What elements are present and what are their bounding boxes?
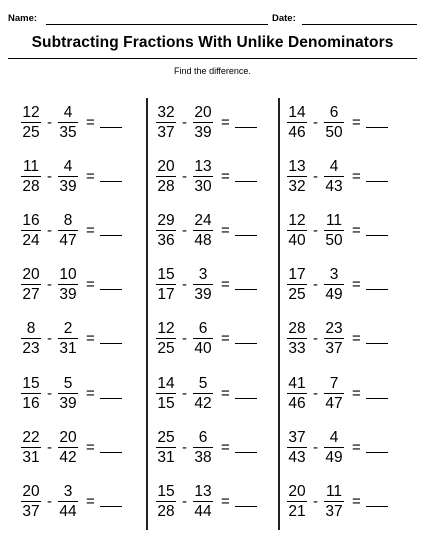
equals-sign: = [221, 492, 230, 510]
problem [21, 369, 122, 417]
fraction-bar [193, 393, 213, 394]
minuend-fraction [21, 483, 41, 520]
numerator: 14 [288, 103, 306, 121]
numerator: 25 [157, 428, 175, 446]
subtrahend-fraction [193, 212, 213, 249]
subtrahend-fraction [58, 104, 78, 141]
fraction-bar [58, 393, 78, 394]
answer-blank[interactable] [366, 127, 388, 128]
numerator: 5 [63, 374, 73, 392]
problem [21, 206, 122, 254]
answer-blank[interactable] [366, 289, 388, 290]
numerator: 28 [288, 320, 306, 338]
denominator: 39 [59, 177, 77, 195]
minuend-fraction [287, 320, 307, 357]
equals-sign: = [221, 438, 230, 456]
numerator: 8 [63, 211, 73, 229]
minuend-fraction [21, 429, 41, 466]
denominator: 39 [194, 286, 212, 304]
minuend-fraction [287, 429, 307, 466]
denominator: 31 [22, 448, 40, 466]
problem [287, 206, 388, 254]
fraction-bar [287, 501, 307, 502]
denominator: 38 [194, 448, 212, 466]
subtrahend-fraction [324, 429, 344, 466]
denominator: 37 [22, 502, 40, 520]
equals-sign: = [86, 384, 95, 402]
problem [287, 152, 388, 200]
fraction-bar [58, 447, 78, 448]
column-divider [278, 98, 280, 530]
equals-sign: = [221, 330, 230, 348]
fraction-bar [193, 122, 213, 123]
numerator: 11 [325, 482, 343, 500]
answer-blank[interactable] [100, 127, 122, 128]
numerator: 17 [288, 266, 306, 284]
numerator: 6 [329, 103, 339, 121]
problem [287, 261, 388, 309]
problem [156, 152, 257, 200]
fraction-bar [324, 338, 344, 339]
fraction-bar [21, 338, 41, 339]
fraction-bar [156, 176, 176, 177]
denominator: 39 [59, 286, 77, 304]
minuend-fraction [21, 158, 41, 195]
subtrahend-fraction [58, 266, 78, 303]
numerator: 11 [22, 157, 40, 175]
fraction-bar [324, 501, 344, 502]
denominator: 24 [22, 231, 40, 249]
minus-sign: - [182, 167, 187, 185]
subtrahend-fraction [324, 266, 344, 303]
subtrahend-fraction [193, 483, 213, 520]
numerator: 8 [26, 320, 36, 338]
minus-sign: - [182, 221, 187, 239]
denominator: 15 [157, 394, 175, 412]
denominator: 42 [59, 448, 77, 466]
fraction-bar [21, 122, 41, 123]
answer-blank[interactable] [100, 343, 122, 344]
subtrahend-fraction [58, 212, 78, 249]
denominator: 49 [325, 448, 343, 466]
numerator: 20 [22, 482, 40, 500]
answer-blank[interactable] [100, 452, 122, 453]
minuend-fraction [287, 212, 307, 249]
answer-blank[interactable] [100, 398, 122, 399]
fraction-bar [287, 338, 307, 339]
minuend-fraction [156, 104, 176, 141]
fraction-bar [21, 284, 41, 285]
subtrahend-fraction [193, 158, 213, 195]
answer-blank[interactable] [235, 127, 257, 128]
fraction-bar [156, 393, 176, 394]
equals-sign: = [352, 113, 361, 131]
minus-sign: - [182, 438, 187, 456]
minus-sign: - [47, 276, 52, 294]
fraction-bar [324, 447, 344, 448]
fraction-bar [287, 230, 307, 231]
subtrahend-fraction [58, 483, 78, 520]
denominator: 42 [194, 394, 212, 412]
minus-sign: - [182, 492, 187, 510]
denominator: 37 [325, 502, 343, 520]
answer-blank[interactable] [366, 452, 388, 453]
numerator: 3 [329, 266, 339, 284]
denominator: 36 [157, 231, 175, 249]
numerator: 20 [194, 103, 212, 121]
problem [156, 98, 257, 146]
numerator: 32 [157, 103, 175, 121]
subtrahend-fraction [324, 375, 344, 412]
problem [21, 152, 122, 200]
problem [156, 477, 257, 525]
equals-sign: = [86, 167, 95, 185]
minus-sign: - [313, 167, 318, 185]
denominator: 43 [325, 177, 343, 195]
subtrahend-fraction [324, 320, 344, 357]
denominator: 40 [194, 340, 212, 358]
numerator: 4 [329, 157, 339, 175]
minuend-fraction [156, 266, 176, 303]
answer-blank[interactable] [235, 452, 257, 453]
denominator: 31 [157, 448, 175, 466]
denominator: 50 [325, 123, 343, 141]
denominator: 39 [59, 394, 77, 412]
numerator: 23 [325, 320, 343, 338]
answer-blank[interactable] [100, 181, 122, 182]
answer-blank[interactable] [366, 398, 388, 399]
problem [156, 315, 257, 363]
answer-blank[interactable] [366, 235, 388, 236]
denominator: 48 [194, 231, 212, 249]
fraction-bar [287, 393, 307, 394]
problem [21, 98, 122, 146]
fraction-bar [287, 284, 307, 285]
numerator: 41 [288, 374, 306, 392]
numerator: 3 [63, 482, 73, 500]
problem [21, 261, 122, 309]
numerator: 14 [157, 374, 175, 392]
denominator: 49 [325, 286, 343, 304]
answer-blank[interactable] [235, 181, 257, 182]
answer-blank[interactable] [235, 398, 257, 399]
minuend-fraction [156, 483, 176, 520]
fraction-bar [58, 284, 78, 285]
denominator: 47 [59, 231, 77, 249]
subtrahend-fraction [193, 320, 213, 357]
problem [287, 98, 388, 146]
minus-sign: - [182, 384, 187, 402]
numerator: 12 [22, 103, 40, 121]
fraction-bar [193, 338, 213, 339]
fraction-bar [193, 230, 213, 231]
subtrahend-fraction [193, 104, 213, 141]
fraction-bar [287, 176, 307, 177]
fraction-bar [156, 447, 176, 448]
denominator: 39 [194, 123, 212, 141]
problem [156, 261, 257, 309]
fraction-bar [156, 230, 176, 231]
equals-sign: = [352, 221, 361, 239]
numerator: 37 [288, 428, 306, 446]
answer-blank[interactable] [366, 181, 388, 182]
answer-blank[interactable] [235, 235, 257, 236]
equals-sign: = [221, 113, 230, 131]
numerator: 4 [63, 103, 73, 121]
problem [21, 423, 122, 471]
numerator: 16 [22, 211, 40, 229]
problem [21, 477, 122, 525]
denominator: 37 [325, 340, 343, 358]
minus-sign: - [313, 276, 318, 294]
instructions: Find the difference. [174, 66, 251, 76]
answer-blank[interactable] [100, 289, 122, 290]
subtrahend-fraction [324, 158, 344, 195]
problem [156, 369, 257, 417]
minuend-fraction [156, 375, 176, 412]
denominator: 25 [157, 340, 175, 358]
minuend-fraction [21, 104, 41, 141]
answer-blank[interactable] [366, 343, 388, 344]
date-field[interactable] [302, 24, 417, 25]
denominator: 28 [22, 177, 40, 195]
denominator: 50 [325, 231, 343, 249]
numerator: 7 [329, 374, 339, 392]
equals-sign: = [86, 276, 95, 294]
fraction-bar [58, 122, 78, 123]
numerator: 10 [59, 266, 77, 284]
equals-sign: = [352, 492, 361, 510]
equals-sign: = [221, 221, 230, 239]
denominator: 30 [194, 177, 212, 195]
minus-sign: - [182, 113, 187, 131]
name-label: Name: [8, 13, 38, 24]
denominator: 28 [157, 502, 175, 520]
denominator: 25 [288, 286, 306, 304]
minuend-fraction [21, 375, 41, 412]
fraction-bar [324, 122, 344, 123]
minuend-fraction [287, 104, 307, 141]
fraction-bar [193, 284, 213, 285]
denominator: 35 [59, 123, 77, 141]
subtrahend-fraction [58, 375, 78, 412]
equals-sign: = [86, 492, 95, 510]
denominator: 17 [157, 286, 175, 304]
answer-blank[interactable] [100, 235, 122, 236]
denominator: 44 [194, 502, 212, 520]
denominator: 21 [288, 502, 306, 520]
subtrahend-fraction [58, 158, 78, 195]
minuend-fraction [156, 429, 176, 466]
equals-sign: = [86, 438, 95, 456]
denominator: 23 [22, 340, 40, 358]
minuend-fraction [287, 375, 307, 412]
fraction-bar [21, 230, 41, 231]
minuend-fraction [287, 483, 307, 520]
numerator: 20 [288, 482, 306, 500]
numerator: 15 [22, 374, 40, 392]
subtrahend-fraction [193, 375, 213, 412]
fraction-bar [193, 501, 213, 502]
problem [287, 423, 388, 471]
fraction-bar [324, 284, 344, 285]
equals-sign: = [86, 221, 95, 239]
fraction-bar [193, 176, 213, 177]
denominator: 46 [288, 123, 306, 141]
denominator: 28 [157, 177, 175, 195]
numerator: 24 [194, 211, 212, 229]
minus-sign: - [47, 167, 52, 185]
minus-sign: - [47, 330, 52, 348]
minuend-fraction [21, 320, 41, 357]
numerator: 29 [157, 211, 175, 229]
minus-sign: - [182, 330, 187, 348]
equals-sign: = [352, 384, 361, 402]
numerator: 15 [157, 482, 175, 500]
fraction-bar [287, 447, 307, 448]
equals-sign: = [352, 438, 361, 456]
denominator: 37 [157, 123, 175, 141]
equals-sign: = [86, 113, 95, 131]
minus-sign: - [47, 221, 52, 239]
title-divider [8, 58, 417, 59]
worksheet-title: Subtracting Fractions With Unlike Denominators [31, 34, 394, 51]
denominator: 31 [59, 340, 77, 358]
denominator: 46 [288, 394, 306, 412]
equals-sign: = [221, 167, 230, 185]
problem [156, 423, 257, 471]
fraction-bar [21, 393, 41, 394]
equals-sign: = [352, 330, 361, 348]
equals-sign: = [352, 276, 361, 294]
name-field[interactable] [46, 24, 268, 25]
minus-sign: - [313, 330, 318, 348]
numerator: 20 [59, 428, 77, 446]
minuend-fraction [156, 212, 176, 249]
fraction-bar [58, 230, 78, 231]
numerator: 5 [198, 374, 208, 392]
fraction-bar [21, 501, 41, 502]
date-label: Date: [272, 13, 296, 24]
denominator: 25 [22, 123, 40, 141]
minus-sign: - [47, 492, 52, 510]
subtrahend-fraction [58, 320, 78, 357]
numerator: 22 [22, 428, 40, 446]
denominator: 44 [59, 502, 77, 520]
minus-sign: - [313, 384, 318, 402]
numerator: 20 [157, 157, 175, 175]
fraction-bar [193, 447, 213, 448]
denominator: 27 [22, 286, 40, 304]
minuend-fraction [287, 158, 307, 195]
denominator: 16 [22, 394, 40, 412]
numerator: 13 [194, 482, 212, 500]
subtrahend-fraction [324, 104, 344, 141]
numerator: 15 [157, 266, 175, 284]
column-divider [146, 98, 148, 530]
numerator: 6 [198, 320, 208, 338]
fraction-bar [156, 122, 176, 123]
answer-blank[interactable] [235, 506, 257, 507]
fraction-bar [58, 338, 78, 339]
subtrahend-fraction [193, 266, 213, 303]
fraction-bar [156, 338, 176, 339]
minus-sign: - [313, 438, 318, 456]
numerator: 12 [288, 211, 306, 229]
minus-sign: - [313, 221, 318, 239]
denominator: 43 [288, 448, 306, 466]
numerator: 20 [22, 266, 40, 284]
answer-blank[interactable] [100, 506, 122, 507]
fraction-bar [21, 447, 41, 448]
problem [21, 315, 122, 363]
answer-blank[interactable] [235, 343, 257, 344]
fraction-bar [156, 284, 176, 285]
numerator: 2 [63, 320, 73, 338]
answer-blank[interactable] [235, 289, 257, 290]
answer-blank[interactable] [366, 506, 388, 507]
equals-sign: = [221, 276, 230, 294]
numerator: 11 [325, 211, 343, 229]
minuend-fraction [21, 266, 41, 303]
subtrahend-fraction [58, 429, 78, 466]
problem [287, 369, 388, 417]
minuend-fraction [156, 158, 176, 195]
minus-sign: - [47, 113, 52, 131]
minus-sign: - [47, 438, 52, 456]
fraction-bar [156, 501, 176, 502]
minuend-fraction [156, 320, 176, 357]
fraction-bar [324, 176, 344, 177]
numerator: 3 [198, 266, 208, 284]
minus-sign: - [313, 492, 318, 510]
minuend-fraction [21, 212, 41, 249]
minus-sign: - [182, 276, 187, 294]
minus-sign: - [47, 384, 52, 402]
fraction-bar [21, 176, 41, 177]
denominator: 32 [288, 177, 306, 195]
numerator: 12 [157, 320, 175, 338]
numerator: 13 [194, 157, 212, 175]
problem [156, 206, 257, 254]
header [8, 9, 417, 25]
fraction-bar [324, 230, 344, 231]
denominator: 40 [288, 231, 306, 249]
numerator: 13 [288, 157, 306, 175]
minus-sign: - [313, 113, 318, 131]
subtrahend-fraction [193, 429, 213, 466]
problem [287, 315, 388, 363]
equals-sign: = [352, 167, 361, 185]
fraction-bar [324, 393, 344, 394]
fraction-bar [58, 501, 78, 502]
fraction-bar [287, 122, 307, 123]
subtrahend-fraction [324, 212, 344, 249]
equals-sign: = [86, 330, 95, 348]
denominator: 33 [288, 340, 306, 358]
minuend-fraction [287, 266, 307, 303]
problem [287, 477, 388, 525]
numerator: 4 [63, 157, 73, 175]
fraction-bar [58, 176, 78, 177]
numerator: 6 [198, 428, 208, 446]
subtrahend-fraction [324, 483, 344, 520]
equals-sign: = [221, 384, 230, 402]
denominator: 47 [325, 394, 343, 412]
numerator: 4 [329, 428, 339, 446]
